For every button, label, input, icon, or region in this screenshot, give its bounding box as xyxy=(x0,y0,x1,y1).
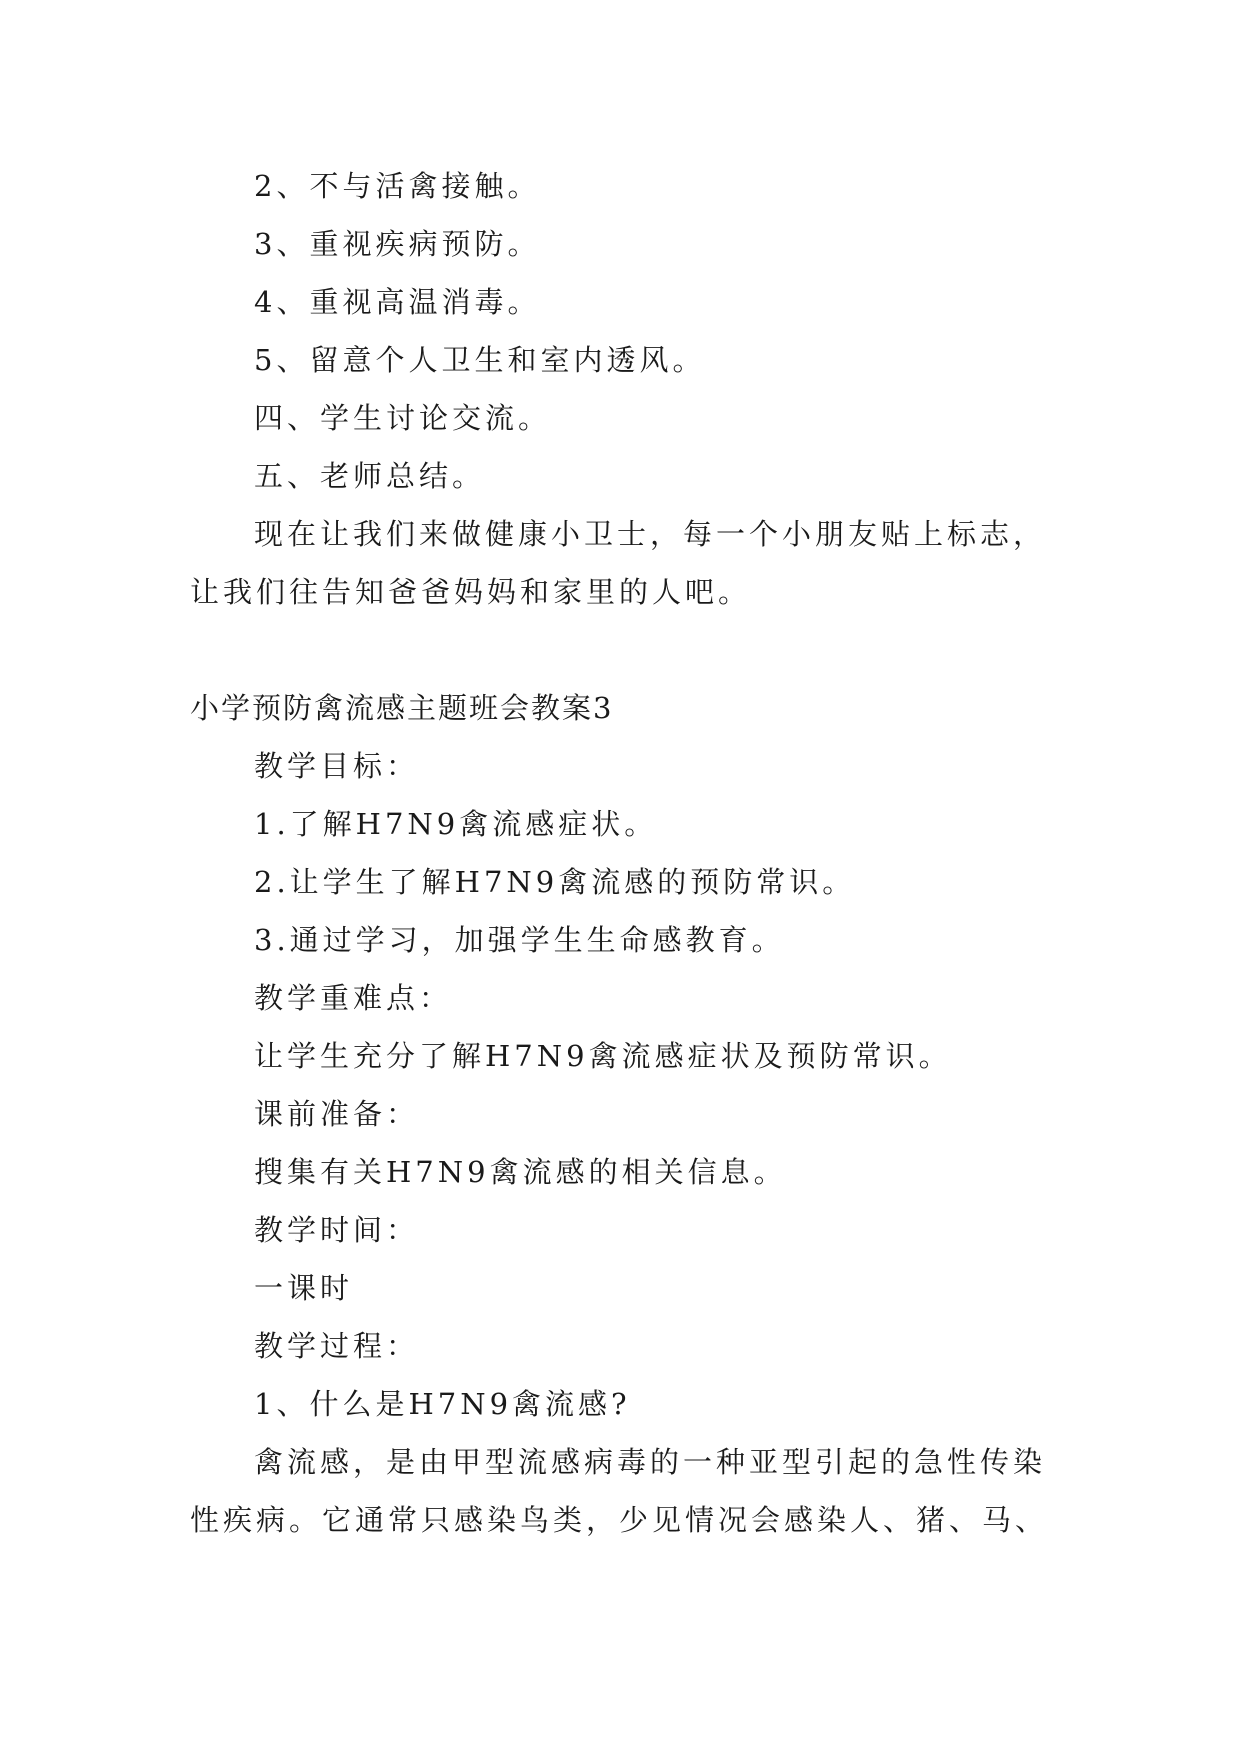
list-item-3: 3、重视疾病预防。 xyxy=(254,227,541,261)
subheading-time: 教学时间： xyxy=(254,1213,420,1247)
subheading-objectives: 教学目标： xyxy=(254,749,420,783)
process-item: 1、什么是H7N9禽流感? xyxy=(254,1387,631,1421)
subheading-key-points: 教学重难点： xyxy=(254,981,453,1015)
objective-item: 3.通过学习，加强学生生命感教育。 xyxy=(254,923,785,957)
list-item-5: 5、留意个人卫生和室内透风。 xyxy=(254,343,706,377)
section-summary: 五、老师总结。 xyxy=(254,459,486,493)
subheading-process: 教学过程： xyxy=(254,1329,420,1363)
paragraph-line: 性疾病。它通常只感染鸟类，少见情况会感染人、猪、马、 xyxy=(190,1503,1049,1537)
paragraph-line: 搜集有关H7N9禽流感的相关信息。 xyxy=(254,1155,787,1189)
subheading-preparation: 课前准备： xyxy=(254,1097,420,1131)
objective-item: 2.让学生了解H7N9禽流感的预防常识。 xyxy=(254,865,856,899)
paragraph-line: 让学生充分了解H7N9禽流感症状及预防常识。 xyxy=(254,1039,952,1073)
objective-item: 1.了解H7N9禽流感症状。 xyxy=(254,807,658,841)
paragraph-line: 现在让我们来做健康小卫士，每一个小朋友贴上标志， xyxy=(254,517,1047,551)
list-item-2: 2、不与活禽接触。 xyxy=(254,169,541,203)
section-discussion: 四、学生讨论交流。 xyxy=(254,401,552,435)
paragraph-line: 一课时 xyxy=(254,1271,354,1305)
paragraph-line: 让我们往告知爸爸妈妈和家里的人吧。 xyxy=(190,575,752,609)
paragraph-line: 禽流感，是由甲型流感病毒的一种亚型引起的急性传染 xyxy=(254,1445,1047,1479)
section-title: 小学预防禽流感主题班会教案3 xyxy=(190,691,614,725)
list-item-4: 4、重视高温消毒。 xyxy=(254,285,541,319)
